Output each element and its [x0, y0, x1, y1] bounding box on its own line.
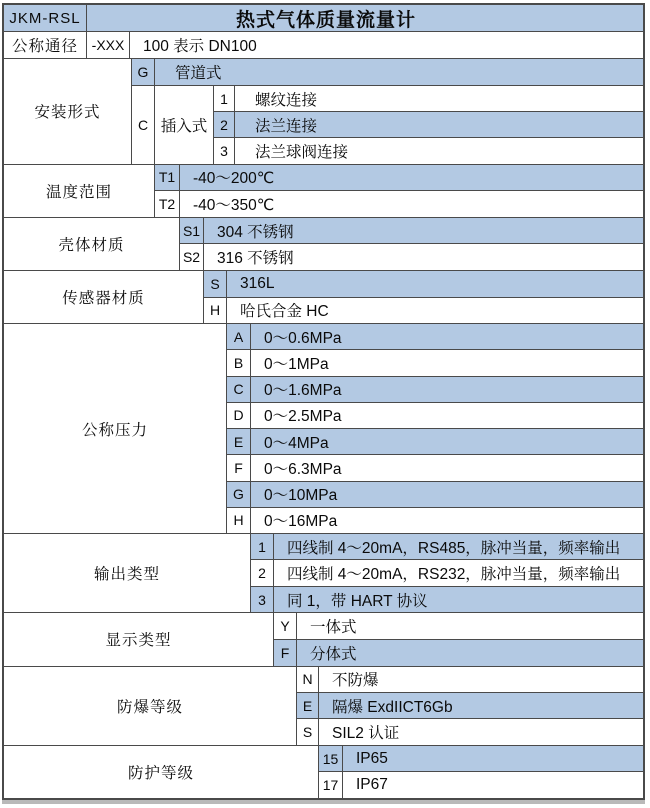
product-selection-table — [2, 3, 645, 800]
option-code: E — [227, 429, 251, 454]
option-code: T2 — [155, 191, 180, 217]
table-row — [227, 376, 643, 402]
option-code: H — [227, 508, 251, 533]
option-code: 3 — [251, 587, 274, 612]
table-row — [227, 481, 643, 507]
option-value: 304 不锈钢 — [217, 223, 294, 241]
option-code: S — [297, 719, 319, 744]
option-code: N — [297, 667, 319, 692]
table-row — [132, 59, 643, 85]
option-value: 0～16MPa — [264, 513, 338, 531]
section-label: 防爆等级 — [4, 667, 297, 745]
table-row — [87, 5, 643, 31]
table-row — [227, 402, 643, 428]
table-row — [227, 507, 643, 533]
option-code: T1 — [155, 165, 180, 191]
option-value: 螺纹连接 — [255, 91, 318, 109]
table-row — [251, 534, 643, 559]
section-label: 防护等级 — [4, 746, 319, 798]
table-row — [274, 639, 643, 666]
option-code: C — [132, 86, 155, 164]
option-code: 15 — [319, 746, 343, 772]
table-row — [214, 137, 643, 163]
option-value: 0～10MPa — [264, 487, 338, 505]
section-label: 公称压力 — [4, 324, 227, 533]
section-label: 输出类型 — [4, 534, 251, 612]
option-value: 一体式 — [310, 619, 357, 637]
option-value: SIL2 认证 — [332, 725, 400, 743]
section-label: 壳体材质 — [4, 218, 180, 270]
table-row — [297, 692, 643, 718]
option-value: 法兰连接 — [255, 117, 318, 135]
section-mounting — [4, 58, 643, 163]
option-value: 管道式 — [175, 65, 222, 83]
option-code: G — [227, 482, 251, 507]
option-code: F — [274, 640, 297, 666]
table-row — [274, 613, 643, 639]
option-code: D — [227, 403, 251, 428]
table-row — [227, 428, 643, 454]
table-row — [251, 559, 643, 585]
option-value: 哈氏合金 HC — [240, 303, 329, 321]
section-label: 公称通径 — [4, 32, 87, 58]
option-code: 2 — [214, 112, 235, 137]
section-header — [4, 5, 643, 31]
option-value: 0～4MPa — [264, 434, 329, 452]
option-value: -40～200℃ — [193, 170, 275, 188]
option-code: 17 — [319, 772, 343, 798]
table-row — [155, 190, 643, 217]
model-code: JKM-RSL — [4, 5, 87, 31]
option-value: 0～1MPa — [264, 356, 329, 374]
section-label: 温度范围 — [4, 165, 155, 217]
table-row — [297, 667, 643, 692]
option-value: 100 表示 DN100 — [143, 38, 257, 56]
section-output-type — [4, 533, 643, 612]
option-code: E — [297, 693, 319, 718]
section-label: 显示类型 — [4, 613, 274, 665]
option-code: B — [227, 350, 251, 375]
section-nominal-pressure — [4, 323, 643, 533]
table-row — [87, 32, 643, 58]
section-protection-rating — [4, 745, 643, 798]
option-value: 316L — [240, 274, 275, 292]
section-display-type — [4, 612, 643, 665]
option-value: 0～6.3MPa — [264, 460, 342, 478]
option-value: 隔爆 ExdIICT6Gb — [332, 698, 453, 716]
option-code: 3 — [214, 138, 235, 163]
table-row — [214, 86, 643, 111]
table-row — [155, 165, 643, 191]
option-code: C — [227, 377, 251, 402]
option-code: G — [132, 59, 155, 85]
option-code: S1 — [180, 218, 204, 244]
option-code: S — [204, 271, 227, 297]
section-nominal-diameter — [4, 31, 643, 58]
table-row — [251, 586, 643, 612]
table-row — [297, 718, 643, 744]
option-code: 1 — [251, 534, 274, 559]
option-value: IP67 — [356, 776, 388, 794]
section-label: 安装形式 — [4, 59, 132, 163]
option-code: S2 — [180, 244, 204, 270]
insertion-block — [132, 85, 643, 164]
option-code: Y — [274, 613, 297, 639]
option-value: 同 1，带 HART 协议 — [287, 592, 428, 610]
option-code: F — [227, 455, 251, 480]
section-explosion-proof — [4, 666, 643, 745]
option-code: H — [204, 298, 227, 324]
option-value: 法兰球阀连接 — [255, 144, 349, 162]
option-value: 不防爆 — [332, 672, 379, 690]
option-code: -XXX — [87, 32, 130, 58]
section-housing-material — [4, 217, 643, 270]
option-value: 0～2.5MPa — [264, 408, 342, 426]
section-temperature — [4, 164, 643, 217]
table-row — [319, 771, 643, 798]
option-value: 0～0.6MPa — [264, 329, 342, 347]
option-value: 316 不锈钢 — [217, 250, 294, 268]
option-code: 1 — [214, 86, 235, 111]
product-title: 热式气体质量流量计 — [235, 9, 416, 31]
option-value: -40～350℃ — [193, 197, 275, 214]
table-row — [204, 297, 643, 324]
option-value: IP65 — [356, 749, 388, 767]
option-code: A — [227, 324, 251, 349]
table-row — [227, 454, 643, 480]
table-row — [180, 243, 643, 270]
option-code: 2 — [251, 560, 274, 585]
option-value: 四线制 4～20mA，RS232，脉冲当量，频率输出 — [287, 566, 621, 584]
table-row — [227, 349, 643, 375]
table-row — [204, 271, 643, 297]
table-row — [180, 218, 643, 244]
option-value: 0～1.6MPa — [264, 382, 342, 400]
option-value: 分体式 — [310, 645, 357, 663]
section-label: 传感器材质 — [4, 271, 204, 323]
insertion-label: 插入式 — [155, 86, 214, 164]
section-sensor-material — [4, 270, 643, 323]
table-row — [227, 324, 643, 349]
option-value: 四线制 4～20mA，RS485，脉冲当量，频率输出 — [287, 539, 621, 557]
table-row — [214, 111, 643, 137]
table-row — [319, 746, 643, 772]
